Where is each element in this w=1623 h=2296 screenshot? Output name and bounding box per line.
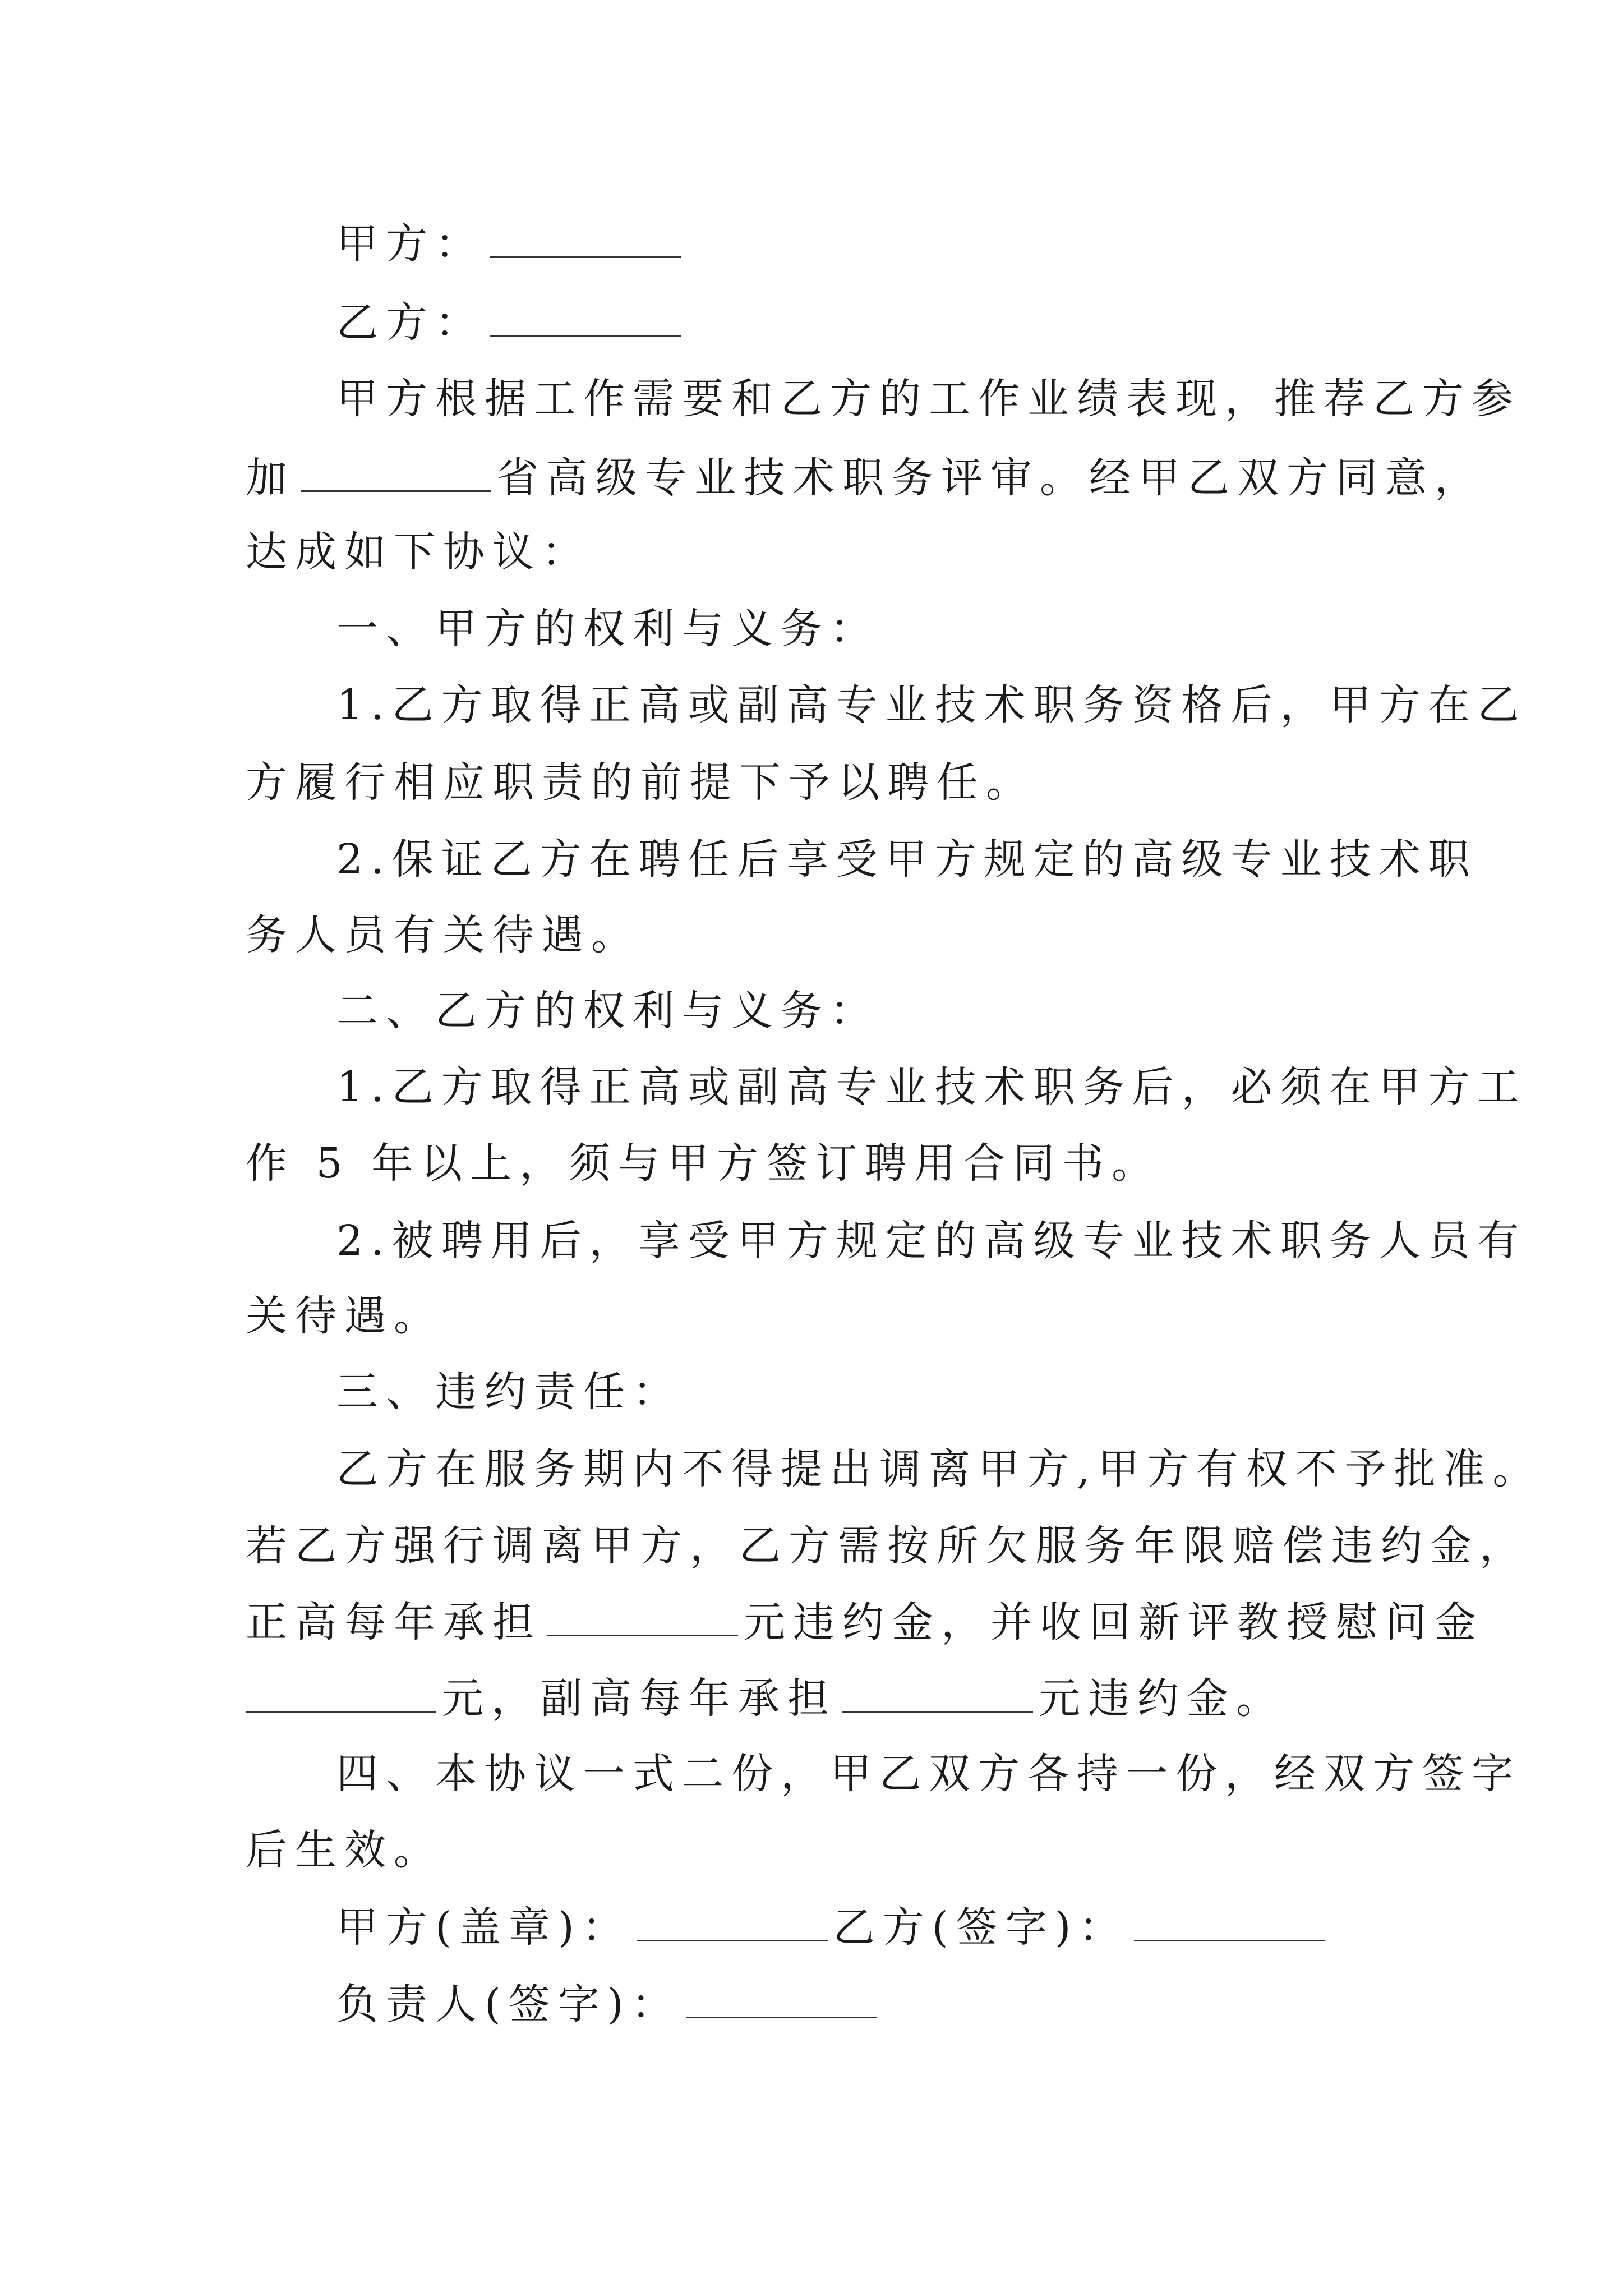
section3-line4-mid: 元，副高每年承担 [442, 1674, 837, 1723]
section3-line3 [246, 1593, 1484, 1649]
intro-line-2-pre: 加 [246, 454, 295, 502]
intro-line-3: 达成如下协议： [246, 528, 591, 576]
section3-line1: 乙方在服务期内不得提出调离甲方,甲方有权不予批准。 [336, 1445, 1542, 1493]
section1-item2-line2: 务人员有关待遇。 [246, 911, 640, 959]
province-blank [301, 449, 491, 492]
section2-item1-line1: 1.乙方取得正高或副高专业技术职务后，必须在甲方工 [336, 1063, 1527, 1111]
section4-line1: 四、本协议一式二份，甲乙双方各持一份，经双方签字 [336, 1750, 1521, 1798]
intro-line-2-post: 省高级专业技术职务评审。经甲乙双方同意， [497, 454, 1484, 502]
intro-line-2 [246, 449, 1484, 505]
party-a-seal-label: 甲方(盖章)： [336, 1903, 631, 1952]
party-a-seal-blank [637, 1898, 828, 1941]
intro-line-1: 甲方根据工作需要和乙方的工作业绩表现，推荐乙方参 [336, 375, 1521, 423]
party-a-line [336, 215, 686, 271]
section2-heading: 二、乙方的权利与义务： [336, 987, 879, 1035]
party-a-label: 甲方： [336, 220, 485, 268]
party-b-sign-blank [1134, 1898, 1325, 1941]
party-b-label: 乙方： [336, 298, 485, 347]
party-b-sign-label: 乙方(签字)： [833, 1903, 1128, 1952]
section3-line4-post: 元违约金。 [1039, 1674, 1285, 1723]
section2-item2-line2: 关待遇。 [246, 1292, 443, 1340]
section1-item1-line1: 1.乙方取得正高或副高专业技术职务资格后，甲方在乙 [336, 681, 1527, 729]
section3-line4 [246, 1669, 1285, 1726]
section1-item1-line2: 方履行相应职责的前提下予以聘任。 [246, 758, 1035, 807]
section1-heading: 一、甲方的权利与义务： [336, 605, 879, 653]
party-a-blank [490, 215, 681, 258]
party-b-line [336, 293, 686, 349]
condolence-amount-blank [246, 1669, 436, 1713]
signature-line-2 [336, 1975, 883, 2031]
section2-item1-line2: 作 5 年以上，须与甲方签订聘用合同书。 [246, 1139, 1161, 1188]
section3-line3-pre: 正高每年承担 [246, 1598, 542, 1646]
section1-item2-line1: 2.保证乙方在聘任后享受甲方规定的高级专业技术职 [336, 835, 1478, 884]
signature-line-1 [336, 1898, 1330, 1954]
responsible-sign-blank [686, 1975, 877, 2018]
section4-line2: 后生效。 [246, 1826, 443, 1874]
responsible-label: 负责人(签字)： [336, 1980, 681, 2028]
section3-line2: 若乙方强行调离甲方，乙方需按所欠服务年限赔偿违约金， [246, 1522, 1529, 1570]
section2-item2-line1: 2.被聘用后，享受甲方规定的高级专业技术职务人员有 [336, 1217, 1527, 1265]
deputy-senior-penalty-blank [842, 1669, 1033, 1713]
section3-line3-post: 元违约金，并收回新评教授慰问金 [744, 1598, 1484, 1646]
section3-heading: 三、违约责任： [336, 1368, 682, 1416]
party-b-blank [490, 293, 681, 337]
full-senior-penalty-blank [547, 1593, 738, 1636]
